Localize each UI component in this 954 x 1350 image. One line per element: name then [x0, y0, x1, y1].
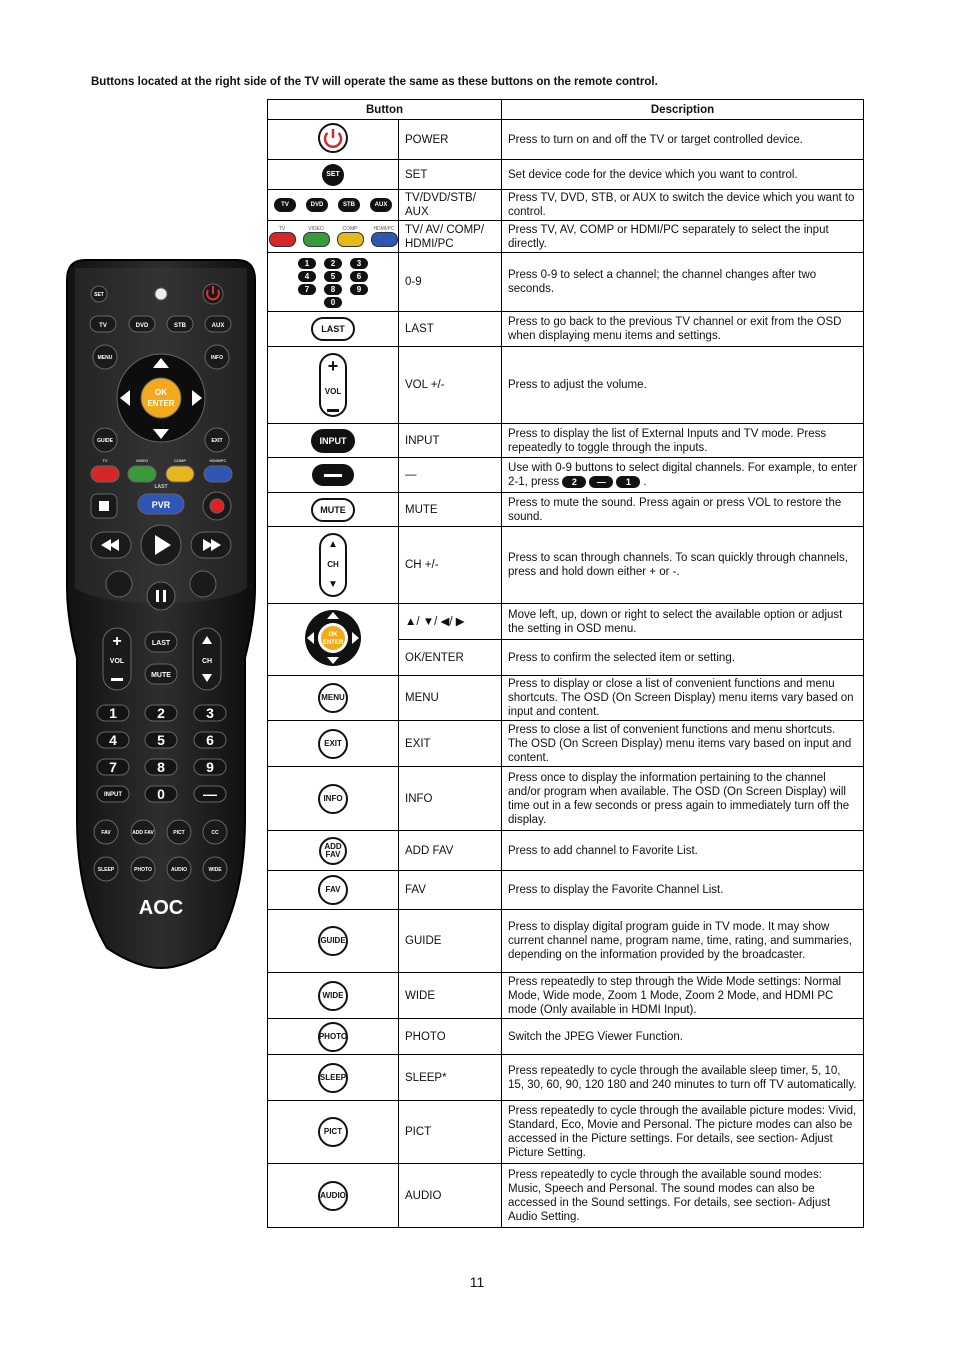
- button-name: INFO: [399, 767, 502, 831]
- button-icon-cell: [268, 253, 399, 312]
- wide-icon: WIDE: [318, 981, 348, 1011]
- description-text: Press to turn on and off the TV or target controlled device.: [508, 133, 803, 146]
- button-description: [502, 160, 864, 190]
- table-row: [268, 1019, 864, 1055]
- power-icon: [317, 122, 349, 154]
- description-text: Press to close a list of convenient functions and menu shortcuts. The OSD (On Screen Display) menu items vary based on input and content.: [508, 723, 852, 764]
- header-button: Button: [268, 100, 502, 120]
- description-text: Press to scan through channels. To scan quickly through channels, press and hold down either + or -.: [508, 552, 848, 578]
- remote-digit-label: 2: [157, 705, 165, 721]
- button-icon-cell: [268, 120, 399, 160]
- button-name: GUIDE: [399, 910, 502, 973]
- description-text: Press repeatedly to cycle through the available sound modes: Music, Speech and Personal. The sound modes can also be accessed in the Sound settings. For details, see section- Adjust Audio Setting.: [508, 1168, 831, 1223]
- remote-enter-label: ENTER: [147, 399, 175, 408]
- button-icon-cell: [268, 190, 399, 221]
- remote-digit-label: 5: [157, 732, 165, 748]
- remote-mute-label: MUTE: [151, 672, 171, 679]
- color-button-label: HDMI/PC: [373, 226, 395, 232]
- remote-device-label: AUX: [211, 323, 225, 329]
- device-button-label: TV: [274, 198, 296, 212]
- remote-function-label: ADD FAV: [132, 830, 154, 836]
- button-description: [502, 1164, 864, 1228]
- remote-set-label: SET: [94, 292, 104, 298]
- button-name: OK/ENTER: [399, 640, 502, 676]
- button-description: [502, 527, 864, 604]
- button-name: FAV: [399, 871, 502, 910]
- button-icon-cell: [268, 424, 399, 458]
- button-description: [502, 831, 864, 871]
- table-row: [268, 120, 864, 160]
- remote-menu-label: MENU: [97, 355, 113, 361]
- photo-icon: PHOTO: [318, 1022, 348, 1052]
- remote-color-label: COMP: [174, 458, 186, 463]
- button-description: [502, 1101, 864, 1164]
- number-pad-icon: [298, 258, 368, 308]
- table-row: [268, 458, 864, 493]
- button-description: [502, 910, 864, 973]
- device-buttons-icon: [268, 198, 398, 212]
- button-description: [502, 221, 864, 253]
- remote-color-label: VIDEO: [135, 458, 149, 463]
- add-label: ADD: [324, 841, 342, 851]
- button-name: EXIT: [399, 721, 502, 767]
- button-name: INPUT: [399, 424, 502, 458]
- sleep-icon: SLEEP: [318, 1063, 348, 1093]
- remote-digit-label: 4: [109, 732, 117, 748]
- button-description-table: [267, 99, 864, 1228]
- remote-color-button: [204, 466, 232, 482]
- button-description: [502, 767, 864, 831]
- remote-pause-button: [147, 582, 175, 610]
- button-name: TV/DVD/STB/ AUX: [399, 190, 502, 221]
- remote-color-button: [128, 466, 156, 482]
- remote-vol-label: VOL: [109, 658, 125, 665]
- button-description: [502, 493, 864, 527]
- remote-digit-label: 1: [109, 705, 117, 721]
- digit-key: 5: [324, 271, 342, 282]
- remote-info-label: INFO: [211, 355, 223, 361]
- dpad-icon: [303, 608, 363, 668]
- pict-icon: PICT: [318, 1117, 348, 1147]
- remote-function-label: PICT: [173, 830, 185, 836]
- digit-key: 8: [324, 284, 342, 295]
- fav-label: FAV: [325, 849, 341, 859]
- description-text: Press repeatedly to cycle through the available sleep timer, 5, 10, 15, 30, 60, 90, 120 180 and 240 minutes to turn off TV automatically.: [508, 1064, 857, 1091]
- button-name: MUTE: [399, 493, 502, 527]
- table-row: [268, 1164, 864, 1228]
- description-text: Press repeatedly to cycle through the available picture modes: Vivid, Standard, Eco, Movie and Personal. The picture modes can also be accessed in the Picture settings. For details, see section- Adjust Picture Setting.: [508, 1105, 857, 1159]
- remote-function-label: AUDIO: [170, 867, 188, 873]
- button-icon-cell: [268, 604, 399, 676]
- remote-digit-label: 6: [206, 732, 214, 748]
- description-text: Press to go back to the previous TV channel or exit from the OSD when displaying menu items and settings.: [508, 316, 842, 342]
- description-text: Press to display digital program guide in TV mode. It may show current channel name, program name, time, rating, and summaries, depending on the information provided by the broadcaster.: [508, 921, 852, 961]
- color-button-label: COMP: [342, 226, 358, 232]
- remote-device-label: STB: [174, 323, 186, 329]
- digit-key: 1: [298, 258, 316, 269]
- remote-function-label: WIDE: [208, 867, 222, 873]
- button-icon-cell: [268, 1164, 399, 1228]
- button-description: [502, 424, 864, 458]
- audio-icon: AUDIO: [318, 1181, 348, 1211]
- remote-exit-label: EXIT: [211, 438, 223, 444]
- add-fav-icon: [319, 837, 347, 865]
- table-row: [268, 871, 864, 910]
- table-row: [268, 676, 864, 721]
- color-button: [303, 232, 330, 247]
- remote-stop-icon: [99, 501, 109, 511]
- description-text: Set device code for the device which you want to control.: [508, 168, 798, 181]
- button-icon-cell: [268, 910, 399, 973]
- button-description: [502, 973, 864, 1019]
- remote-pause-icon: [156, 590, 159, 602]
- table-row: [268, 1055, 864, 1101]
- button-icon-cell: [268, 831, 399, 871]
- button-name: ADD FAV: [399, 831, 502, 871]
- header-description: Description: [502, 100, 864, 120]
- remote-replay-button: [106, 571, 132, 597]
- remote-digit-label: INPUT: [104, 792, 122, 798]
- button-name: TV/ AV/ COMP/ HDMI/PC: [399, 221, 502, 253]
- button-name: POWER: [399, 120, 502, 160]
- button-description: [502, 871, 864, 910]
- button-icon-cell: [268, 721, 399, 767]
- button-description: [502, 312, 864, 347]
- description-text: Press to confirm the selected item or setting.: [508, 651, 735, 664]
- button-name: PICT: [399, 1101, 502, 1164]
- color-button-label: VIDEO: [308, 226, 324, 232]
- button-description: [502, 1055, 864, 1101]
- button-icon-cell: [268, 347, 399, 424]
- remote-skip-button: [190, 571, 216, 597]
- button-icon-cell: [268, 1019, 399, 1055]
- button-icon-cell: [268, 493, 399, 527]
- button-name: —: [399, 458, 502, 493]
- table-row: [268, 493, 864, 527]
- description-text: Press to display the list of External Inputs and TV mode. Press repeatedly to toggle through the inputs.: [508, 427, 827, 454]
- device-button-label: AUX: [370, 198, 392, 212]
- button-name: SET: [399, 160, 502, 190]
- remote-ok-button: [141, 378, 181, 418]
- button-description: [502, 604, 864, 640]
- description-text: Press 0-9 to select a channel; the channel changes after two seconds.: [508, 269, 817, 295]
- remote-last-small-label: LAST: [154, 484, 168, 490]
- mute-icon: MUTE: [311, 498, 355, 522]
- guide-icon: GUIDE: [318, 926, 348, 956]
- menu-icon: MENU: [318, 683, 348, 713]
- button-description: [502, 721, 864, 767]
- button-name: ▲/ ▼/ ◀/ ▶: [399, 604, 502, 640]
- color-button: [337, 232, 364, 247]
- button-icon-cell: [268, 312, 399, 347]
- ch-label: CH: [327, 560, 339, 569]
- description-text: Press to adjust the volume.: [508, 379, 647, 391]
- remote-vol-plus-icon: +: [112, 633, 122, 650]
- dpad-enter-label: ENTER: [322, 639, 344, 646]
- example-key: 1: [616, 476, 640, 488]
- description-text: Switch the JPEG Viewer Function.: [508, 1030, 683, 1043]
- remote-guide-label: GUIDE: [97, 438, 113, 444]
- table-row: [268, 221, 864, 253]
- remote-function-label: CC: [211, 830, 219, 836]
- description-text: Press to display the Favorite Channel List.: [508, 884, 724, 896]
- table-row: [268, 424, 864, 458]
- digit-key: 0: [324, 297, 342, 308]
- table-row: [268, 312, 864, 347]
- button-icon-cell: [268, 160, 399, 190]
- description-text: Press to display or close a list of convenient functions and menu shortcuts. The OSD (On Screen Display) menu items vary based on input and content.: [508, 678, 854, 718]
- set-icon: SET: [322, 164, 344, 186]
- remote-vol-minus-icon: [111, 678, 123, 681]
- remote-digit-label: 9: [206, 759, 214, 775]
- color-button: [371, 232, 398, 247]
- remote-digit-label: 0: [157, 786, 165, 802]
- remote-function-label: PHOTO: [134, 867, 152, 873]
- remote-device-label: DVD: [135, 323, 149, 329]
- button-icon-cell: [268, 221, 399, 253]
- digit-key: 4: [298, 271, 316, 282]
- remote-pvr-label: PVR: [151, 500, 171, 510]
- button-name: 0-9: [399, 253, 502, 312]
- remote-pause-icon-2: [163, 590, 166, 602]
- page-number: 11: [469, 1274, 485, 1290]
- button-name: MENU: [399, 676, 502, 721]
- digit-key: 3: [350, 258, 368, 269]
- input-icon: INPUT: [311, 429, 355, 453]
- table-row: [268, 1101, 864, 1164]
- button-description: [502, 120, 864, 160]
- table-row: [268, 831, 864, 871]
- table-row: [268, 253, 864, 312]
- button-description: [502, 1019, 864, 1055]
- remote-device-label: TV: [99, 323, 107, 329]
- volume-rocker-icon: + VOL: [319, 353, 347, 417]
- table-row: [268, 973, 864, 1019]
- device-button-label: STB: [338, 198, 360, 212]
- table-row: [268, 721, 864, 767]
- dash-icon: [312, 464, 354, 486]
- description-text: Move left, up, down or right to select the available option or adjust the setting in OSD menu.: [508, 608, 843, 635]
- remote-function-label: SLEEP: [97, 867, 115, 873]
- remote-ok-label: OK: [155, 388, 167, 397]
- description-text: Press to add channel to Favorite List.: [508, 844, 698, 857]
- button-icon-cell: [268, 767, 399, 831]
- button-icon-cell: [268, 458, 399, 493]
- table-row: [268, 910, 864, 973]
- table-header: [268, 100, 864, 120]
- button-name: WIDE: [399, 973, 502, 1019]
- remote-digit-label: 7: [109, 759, 117, 775]
- intro-text: Buttons located at the right side of the TV will operate the same as these buttons on the remote control.: [91, 76, 658, 88]
- button-name: VOL +/-: [399, 347, 502, 424]
- device-button-label: DVD: [306, 198, 328, 212]
- last-icon: LAST: [311, 317, 355, 341]
- button-name: PHOTO: [399, 1019, 502, 1055]
- example-key: —: [589, 476, 613, 488]
- description-text: Press once to display the information pertaining to the channel and/or program when available. The OSD (On Screen Display) will time out in a few seconds or press again to immediately turn off the display.: [508, 771, 850, 826]
- remote-brand-logo: AOC: [138, 897, 184, 919]
- button-icon-cell: [268, 1055, 399, 1101]
- color-button-label: TV: [278, 226, 286, 232]
- button-icon-cell: [268, 527, 399, 604]
- color-button: [269, 232, 296, 247]
- digit-key: 6: [350, 271, 368, 282]
- button-icon-cell: [268, 1101, 399, 1164]
- example-key: 2: [562, 476, 586, 488]
- button-description: [502, 640, 864, 676]
- remote-digit-label: —: [203, 786, 217, 802]
- button-description: [502, 190, 864, 221]
- table-row: [268, 160, 864, 190]
- button-description: [502, 253, 864, 312]
- description-text: Press repeatedly to step through the Wide Mode settings: Normal Mode, Wide mode, Zoom 1 Mode, Zoom 2 Mode, and HDMI PC mode (Only available in HDMI Input).: [508, 975, 842, 1016]
- remote-indicator-led: [155, 288, 167, 300]
- remote-ch-label: CH: [201, 658, 213, 665]
- button-description: [502, 676, 864, 721]
- vol-label: VOL: [324, 386, 342, 396]
- table-row: [268, 347, 864, 424]
- table-row: [268, 190, 864, 221]
- digit-key: 2: [324, 258, 342, 269]
- remote-color-button: [166, 466, 194, 482]
- description-text: Press TV, DVD, STB, or AUX to switch the device which you want to control.: [508, 192, 855, 218]
- table-row: [268, 767, 864, 831]
- description-text: Press to mute the sound. Press again or press VOL to restore the sound.: [508, 496, 842, 523]
- button-icon-cell: [268, 871, 399, 910]
- remote-record-icon: [210, 499, 224, 513]
- channel-rocker-icon: ▲ CH ▼: [319, 533, 347, 597]
- remote-function-label: FAV: [101, 830, 111, 836]
- button-name: LAST: [399, 312, 502, 347]
- remote-digit-label: 8: [157, 759, 165, 775]
- table-row: [268, 527, 864, 604]
- remote-last-label: LAST: [151, 640, 171, 647]
- remote-color-label: TV: [102, 458, 108, 463]
- button-name: SLEEP*: [399, 1055, 502, 1101]
- fav-icon: FAV: [318, 875, 348, 905]
- remote-digit-label: 3: [206, 705, 214, 721]
- button-icon-cell: [268, 676, 399, 721]
- dpad-ok-label: OK: [328, 631, 338, 638]
- remote-color-button: [91, 466, 119, 482]
- button-name: AUDIO: [399, 1164, 502, 1228]
- table-row: [268, 604, 864, 640]
- digit-key: 9: [350, 284, 368, 295]
- description-text: Press TV, AV, COMP or HDMI/PC separately to select the input directly.: [508, 223, 829, 250]
- info-icon: INFO: [318, 784, 348, 814]
- color-input-buttons-icon: [268, 226, 398, 247]
- digit-key: 7: [298, 284, 316, 295]
- button-name: CH +/-: [399, 527, 502, 604]
- remote-color-label: HDMI/PC: [209, 458, 227, 463]
- button-icon-cell: [268, 973, 399, 1019]
- description-text: Use with 0-9 buttons to select digital channels. For example, to enter 2-1, press: [508, 462, 858, 488]
- button-description: [502, 347, 864, 424]
- exit-icon: EXIT: [318, 729, 348, 759]
- remote-control-illustration: [65, 258, 257, 970]
- button-description: Use with 0-9 buttons to select digital channels. For example, to enter 2-1, press 2 — 1 .: [502, 458, 864, 493]
